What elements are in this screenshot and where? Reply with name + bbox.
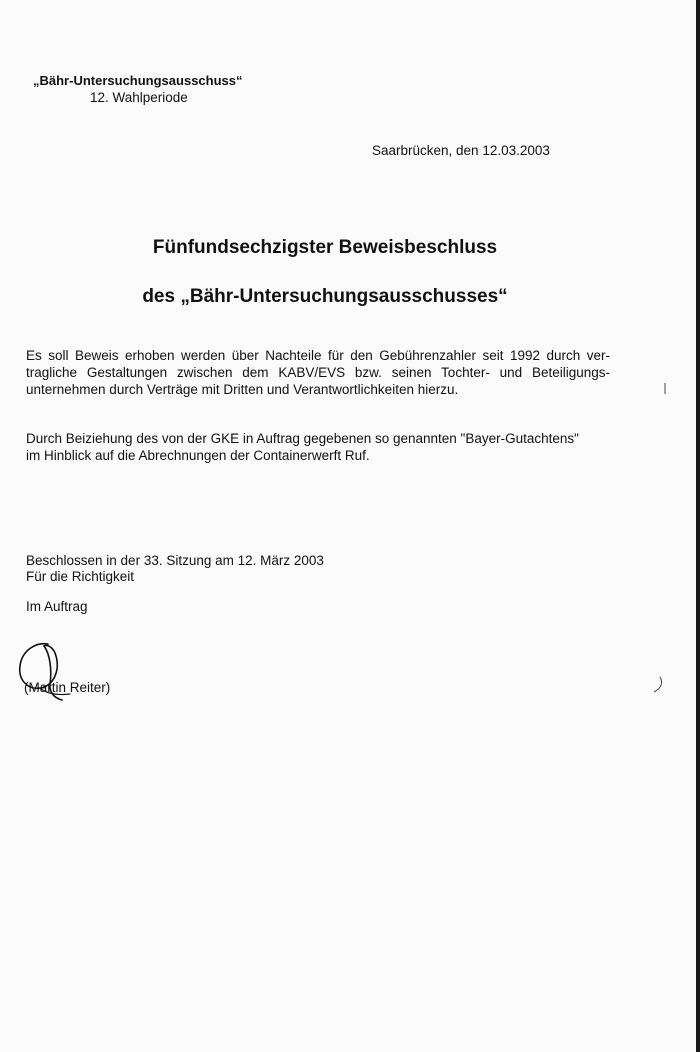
resolution-subtitle: des „Bähr-Untersuchungsausschusses“ <box>142 286 508 307</box>
resolution-session: Beschlossen in der 33. Sitzung am 12. März 2003 <box>26 553 324 568</box>
place-date: Saarbrücken, den 12.03.2003 <box>372 143 550 158</box>
resolution-title: Fünfundsechzigster Beweisbeschluss <box>152 237 498 258</box>
scan-mark <box>652 676 664 694</box>
paragraph-line: Durch Beiziehung des von der GKE in Auftrag gegebenen so genannten "Bayer-Gutachtens" <box>26 431 579 446</box>
paragraph-line: tragliche Gestaltungen zwischen dem KABV/EVS bzw. seinen Tochter- und Beteiligungs- <box>26 365 610 380</box>
scan-mark <box>662 382 668 396</box>
certification-line: Für die Richtigkeit <box>26 569 135 584</box>
paragraph-line: unternehmen durch Verträge mit Dritten und Verantwortlichkeiten hierzu. <box>26 382 459 397</box>
closing-block <box>26 553 324 585</box>
scan-edge <box>696 0 700 1052</box>
electoral-period: 12. Wahlperiode <box>90 90 188 105</box>
committee-name: „Bähr-Untersuchungsausschuss“ <box>33 73 243 88</box>
im-auftrag: Im Auftrag <box>26 599 88 614</box>
paragraph-line: im Hinblick auf die Abrechnungen der Containerwerft Ruf. <box>26 448 370 463</box>
method-paragraph <box>26 430 610 464</box>
evidence-paragraph <box>26 347 610 398</box>
paragraph-line: Es soll Beweis erhoben werden über Nachteile für den Gebührenzahler seit 1992 durch ver- <box>26 348 610 363</box>
signatory-name: (Martin Reiter) <box>24 680 111 695</box>
